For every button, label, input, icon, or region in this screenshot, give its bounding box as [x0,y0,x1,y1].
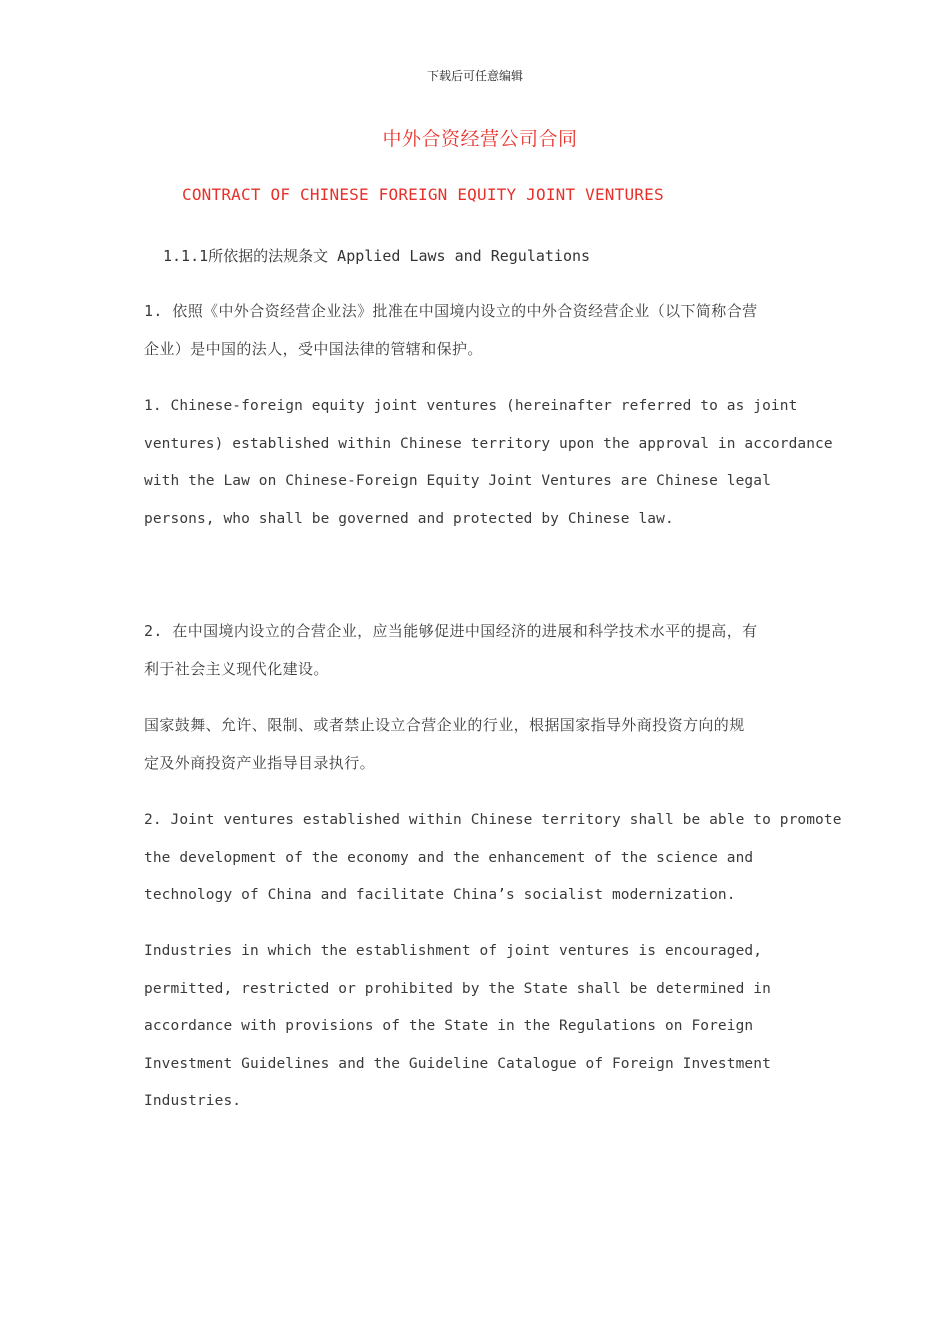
header-note: 下载后可任意编辑 [426,69,523,83]
paragraph-line: Investment Guidelines and the Guideline Catalogue of Foreign Investment [144,1055,771,1072]
paragraph-line: Industries in which the establishment of joint ventures is encouraged, [144,943,763,959]
paragraph-line: 1. 依照《中外合资经营企业法》批准在中国境内设立的中外合资经营企业（以下简称合营 [144,302,758,320]
paragraph-line: 1. Chinese-foreign equity joint ventures (hereinafter referred to as joint [144,398,798,414]
paragraph-3-english [144,933,810,1121]
document-title-english: CONTRACT OF CHINESE FOREIGN EQUITY JOINT VENTURES [182,185,664,204]
paragraph-line: 利于社会主义现代化建设。 [144,659,329,678]
paragraph-line: technology of China and facilitate China’s socialist modernization. [144,887,736,903]
paragraph-1-chinese [144,293,816,368]
paragraph-line: with the Law on Chinese-Foreign Equity Joint Ventures are Chinese legal [144,473,771,489]
paragraph-line: permitted, restricted or prohibited by the State shall be determined in [144,980,771,997]
paragraph-line: Industries. [144,1093,242,1109]
document-title-chinese: 中外合资经营公司合同 [382,128,578,150]
paragraph-line: the development of the economy and the enhancement of the science and [144,849,754,866]
paragraph-line: 2. 在中国境内设立的合营企业，应当能够促进中国经济的进展和科学技术水平的提高，有 [144,622,758,640]
paragraph-2-english [144,802,842,915]
paragraph-line: 企业）是中国的法人，受中国法律的管辖和保护。 [144,339,483,358]
section-heading: 1.1.1所依据的法规条文 Applied Laws and Regulations [163,247,591,265]
paragraph-line: accordance with provisions of the State in the Regulations on Foreign [144,1018,754,1034]
paragraph-1-english [144,388,833,538]
paragraph-line: persons, who shall be governed and protected by Chinese law. [144,510,674,527]
paragraph-line: 国家鼓舞、允许、限制、或者禁止设立合营企业的行业，根据国家指导外商投资方向的规 [144,716,745,734]
paragraph-line: 2. Joint ventures established within Chinese territory shall be able to promote [144,812,842,828]
paragraph-3-chinese [144,707,816,782]
paragraph-line: 定及外商投资产业指导目录执行。 [144,753,376,772]
paragraph-2-chinese [144,613,816,688]
paragraph-line: ventures) established within Chinese territory upon the approval in accordance [144,435,833,452]
